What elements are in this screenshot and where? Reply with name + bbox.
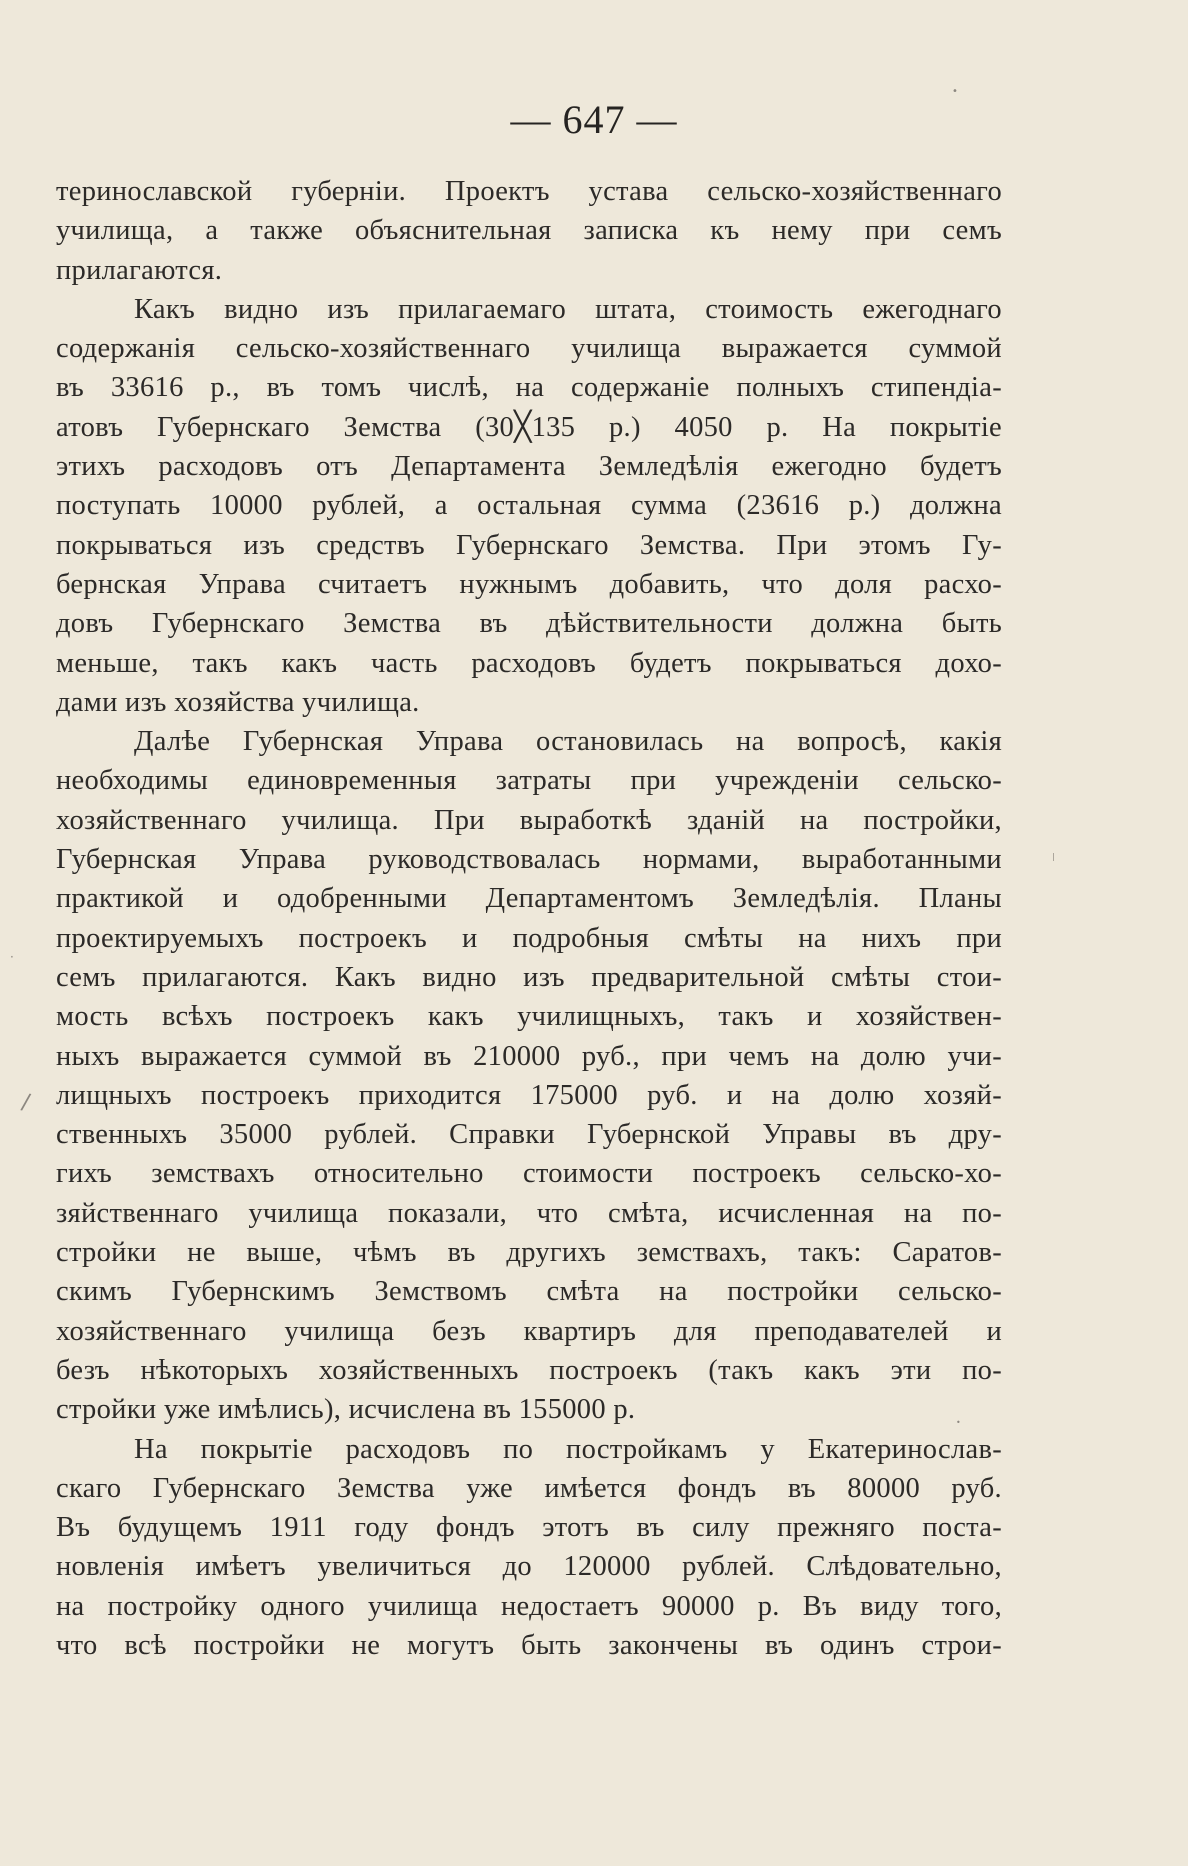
text-line: въ 33616 р., въ томъ числѣ, на содержаніе полныхъ стипендіа- [56, 372, 1002, 404]
paragraph-first-line: Какъ видно изъ прилагаемаго штата, стоимость ежегоднаго [134, 293, 1002, 325]
paper-speck: • [952, 86, 958, 97]
text-line: мость всѣхъ построекъ какъ училищныхъ, такъ и хозяйствен- [56, 1001, 1002, 1033]
text-line: хозяйственнаго училища. При выработкѣ зданій на постройки, [56, 804, 1002, 836]
text-line: стройки не выше, чѣмъ въ другихъ земствахъ, такъ: Саратов- [56, 1237, 1002, 1269]
text-line: дами изъ хозяйства училища. [56, 686, 420, 718]
text-line: новленія имѣетъ увеличиться до 120000 рублей. Слѣдовательно, [56, 1551, 1002, 1583]
paragraph-first-line: На покрытіе расходовъ по постройкамъ у Екатеринослав- [134, 1433, 1002, 1465]
text-line: безъ нѣкоторыхъ хозяйственныхъ построекъ (такъ какъ эти по- [56, 1354, 1002, 1386]
text-line: училища, а также объяснительная записка къ нему при семъ [56, 215, 1002, 247]
margin-mark: / [19, 1089, 32, 1116]
text-line: теринославской губерніи. Проектъ устава сельско-хозяйственнаго [56, 176, 1002, 207]
text-line: прилагаются. [56, 254, 223, 286]
text-line: скаго Губернскаго Земства уже имѣется фондъ въ 80000 руб. [56, 1472, 1002, 1504]
text-line: гихъ земствахъ относительно стоимости построекъ сельско-хо- [56, 1158, 1002, 1190]
text-line: покрываться изъ средствъ Губернскаго Земства. При этомъ Гу- [56, 529, 1002, 561]
body-text [56, 172, 1002, 1665]
text-line: необходимы единовременныя затраты при учрежденіи сельско- [56, 765, 1002, 797]
text-line: стройки уже имѣлись), исчислена въ 155000 р. [56, 1394, 636, 1426]
paper-speck: | [1052, 852, 1055, 861]
text-line: атовъ Губернскаго Земства (30╳135 р.) 4050 р. На покрытіе [56, 411, 1002, 443]
text-line: проектируемыхъ построекъ и подробныя смѣты на нихъ при [56, 922, 1002, 954]
page-number: — 647 — [510, 97, 678, 142]
paragraph-first-line: Далѣе Губернская Управа остановилась на вопросѣ, какія [134, 726, 1002, 758]
text-line: скимъ Губернскимъ Земствомъ смѣта на постройки сельско- [56, 1276, 1002, 1308]
text-line: меньше, такъ какъ часть расходовъ будетъ покрываться дохо- [56, 647, 1002, 679]
paper-speck: • [956, 1418, 961, 1427]
text-line: довъ Губернскаго Земства въ дѣйствительности должна быть [56, 608, 1002, 640]
paper-speck: · [10, 950, 14, 964]
text-line: содержанія сельско-хозяйственнаго училища выражается суммой [56, 333, 1002, 365]
text-line: Въ будущемъ 1911 году фондъ этотъ въ силу прежняго поста- [56, 1512, 1002, 1544]
text-line: лищныхъ построекъ приходится 175000 руб. и на долю хозяй- [56, 1079, 1002, 1111]
text-line: этихъ расходовъ отъ Департамента Земледѣлія ежегодно будетъ [56, 451, 1002, 483]
text-line: хозяйственнаго училища безъ квартиръ для преподавателей и [56, 1315, 1002, 1347]
text-line: Губернская Управа руководствовалась нормами, выработанными [56, 844, 1002, 876]
text-line: практикой и одобренными Департаментомъ Земледѣлія. Планы [56, 883, 1002, 915]
text-line: ственныхъ 35000 рублей. Справки Губернской Управы въ дру- [56, 1119, 1002, 1151]
text-line: бернская Управа считаетъ нужнымъ добавить, что доля расхо- [56, 568, 1002, 600]
text-line: зяйственнаго училища показали, что смѣта, исчисленная на по- [56, 1197, 1002, 1229]
text-line: на постройку одного училища недостаетъ 90000 р. Въ виду того, [56, 1590, 1002, 1622]
text-line: семъ прилагаются. Какъ видно изъ предварительной смѣты стои- [56, 961, 1002, 993]
text-line: что всѣ постройки не могутъ быть закончены въ одинъ строи- [56, 1629, 1002, 1661]
text-line: ныхъ выражается суммой въ 210000 руб., при чемъ на долю учи- [56, 1040, 1002, 1072]
text-line: поступать 10000 рублей, а остальная сумма (23616 р.) должна [56, 490, 1002, 522]
